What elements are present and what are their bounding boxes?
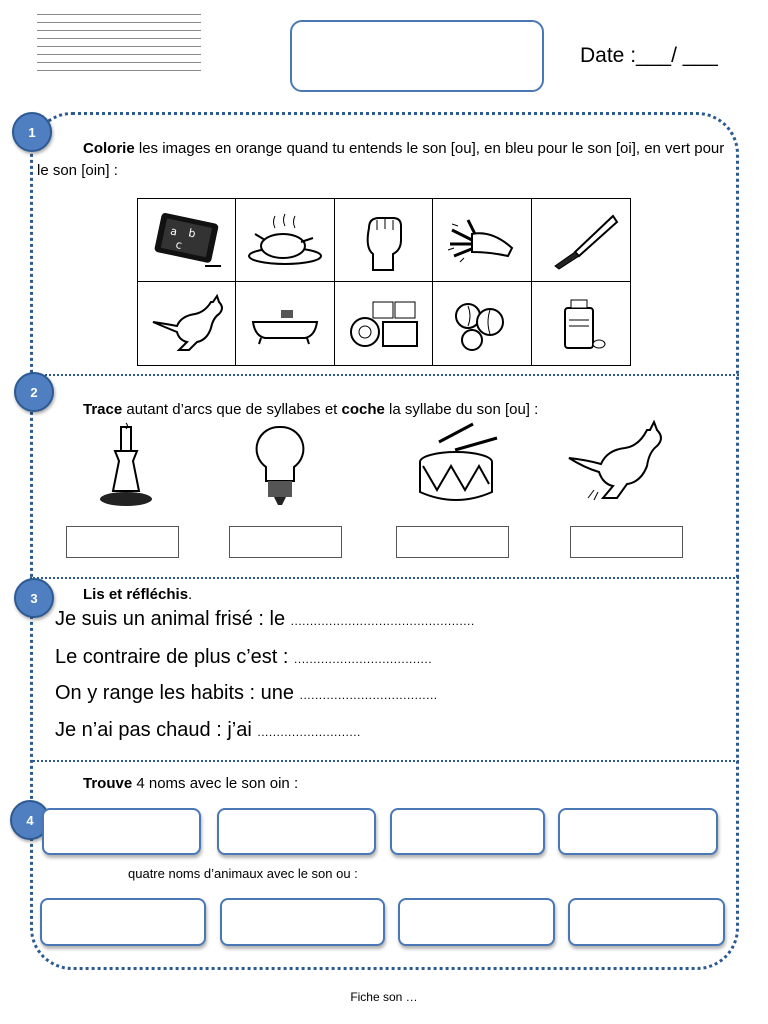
ou-animal-box[interactable] bbox=[40, 898, 206, 946]
svg-text:b: b bbox=[186, 226, 197, 241]
section-4-instruction: Trouve 4 noms avec le son oin : bbox=[83, 775, 299, 792]
section-number-badge: 4 bbox=[10, 800, 50, 840]
section-2-instruction: Trace autant d’arcs que de syllabes et coche la syllabe du son [ou] : bbox=[83, 401, 539, 418]
answer-dots[interactable]: .................................... bbox=[299, 688, 438, 702]
kangaroo-image bbox=[565, 418, 677, 512]
coloring-image-grid bbox=[137, 198, 631, 366]
answer-dots[interactable]: ........................... bbox=[257, 725, 361, 739]
footer-label: Fiche son … bbox=[350, 990, 418, 1004]
svg-text:a: a bbox=[168, 224, 179, 239]
sentence-line: Je suis un animal frisé : le ................................................ bbox=[55, 608, 475, 630]
candlestick-image bbox=[80, 420, 172, 512]
section-divider bbox=[30, 374, 739, 376]
oin-word-box[interactable] bbox=[42, 808, 201, 855]
sentence-line: Je n’ai pas chaud : j’ai ........................... bbox=[55, 719, 361, 741]
sentence-line: Le contraire de plus c’est : .................................... bbox=[55, 646, 433, 668]
answer-dots[interactable]: ................................................ bbox=[290, 614, 475, 628]
oin-word-box[interactable] bbox=[217, 808, 376, 855]
svg-text:c: c bbox=[174, 237, 183, 252]
syllable-arc-box[interactable] bbox=[66, 526, 179, 558]
slate-chalkboard-image[interactable] bbox=[138, 199, 236, 282]
section-3-instruction: Lis et réfléchis. bbox=[83, 586, 193, 603]
section-number-badge: 3 bbox=[14, 578, 54, 618]
oin-word-box[interactable] bbox=[390, 808, 545, 855]
section-number-badge: 2 bbox=[14, 372, 54, 412]
syllable-arc-box[interactable] bbox=[229, 526, 342, 558]
walnuts-image[interactable] bbox=[433, 282, 531, 365]
section-4-sub-instruction: quatre noms d’animaux avec le son ou : bbox=[128, 866, 358, 881]
fingers-image[interactable] bbox=[433, 199, 531, 282]
date-field[interactable]: Date :___/ ___ bbox=[580, 44, 718, 67]
section-divider bbox=[30, 577, 739, 579]
name-lines bbox=[37, 14, 201, 78]
knife-image[interactable] bbox=[532, 199, 630, 282]
light-bulb-image bbox=[240, 420, 320, 512]
drum-image bbox=[408, 418, 504, 512]
hay-bales-image[interactable] bbox=[335, 282, 433, 365]
ou-animal-box[interactable] bbox=[568, 898, 725, 946]
ou-animal-box[interactable] bbox=[220, 898, 385, 946]
powder-bottle-image[interactable] bbox=[532, 282, 630, 365]
kangaroo-image[interactable] bbox=[138, 282, 236, 365]
answer-dots[interactable]: .................................... bbox=[294, 652, 433, 666]
title-box[interactable] bbox=[290, 20, 544, 92]
sentence-line: On y range les habits : une .................................... bbox=[55, 682, 438, 704]
oin-word-box[interactable] bbox=[558, 808, 718, 855]
section-divider bbox=[30, 760, 739, 762]
fist-image[interactable] bbox=[335, 199, 433, 282]
section-1-instruction: Colorie les images en orange quand tu entends le son [ou], en bleu pour le son [oi], en vert pour le son [oin] : bbox=[37, 140, 725, 179]
syllable-arc-box[interactable] bbox=[396, 526, 509, 558]
ou-animal-box[interactable] bbox=[398, 898, 555, 946]
bathtub-image[interactable] bbox=[236, 282, 334, 365]
roast-chicken-image[interactable] bbox=[236, 199, 334, 282]
syllable-arc-box[interactable] bbox=[570, 526, 683, 558]
section-number-badge: 1 bbox=[12, 112, 52, 152]
